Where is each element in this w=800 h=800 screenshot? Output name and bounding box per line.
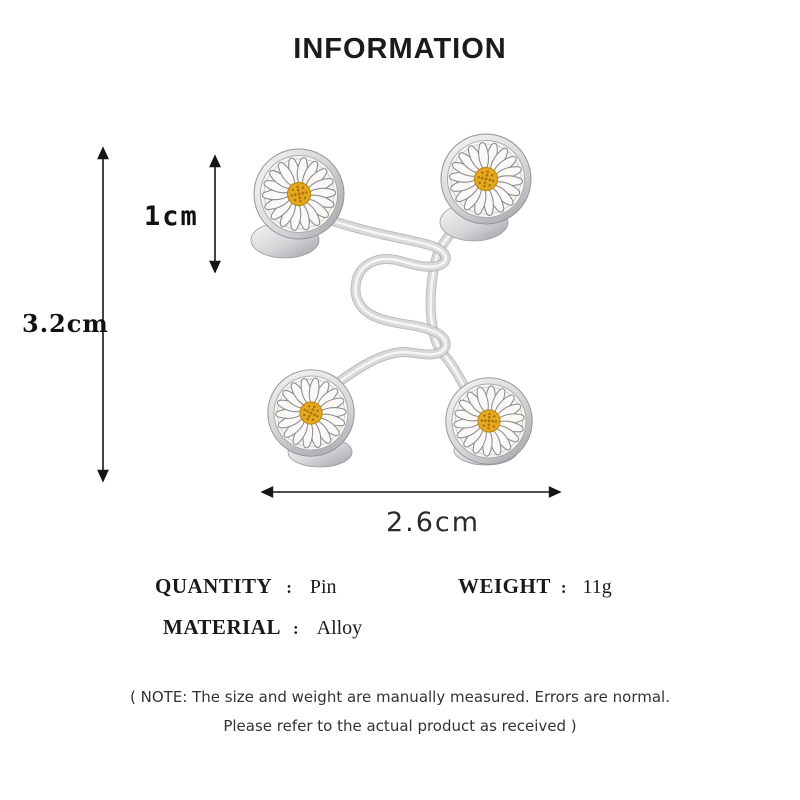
material-colon: : (292, 619, 299, 638)
spec-row-weight (458, 574, 612, 599)
daisy-pin-product-photo (246, 124, 541, 471)
material-value: Alloy (316, 617, 363, 639)
button-dimension-label: 1cm (144, 201, 199, 232)
spec-row-material (163, 615, 362, 640)
note-line-1: ( NOTE: The size and weight are manually measured. Errors are normal. (130, 688, 670, 706)
pin-wire-right (431, 216, 466, 390)
width-dimension-label: 2.6cm (385, 507, 481, 538)
quantity-label: QUANTITY (155, 574, 273, 598)
note-line-2: Please refer to the actual product as received ) (223, 717, 577, 735)
quantity-colon: : (286, 578, 292, 597)
weight-colon: : (560, 578, 567, 597)
page-title: INFORMATION (293, 33, 507, 65)
material-label: MATERIAL (163, 615, 281, 639)
quantity-value: Pin (309, 576, 337, 598)
weight-value: 11g (582, 576, 612, 598)
spec-row-quantity (155, 574, 337, 599)
weight-label: WEIGHT (458, 574, 551, 598)
height-dimension-label: 3.2cm (22, 309, 109, 338)
